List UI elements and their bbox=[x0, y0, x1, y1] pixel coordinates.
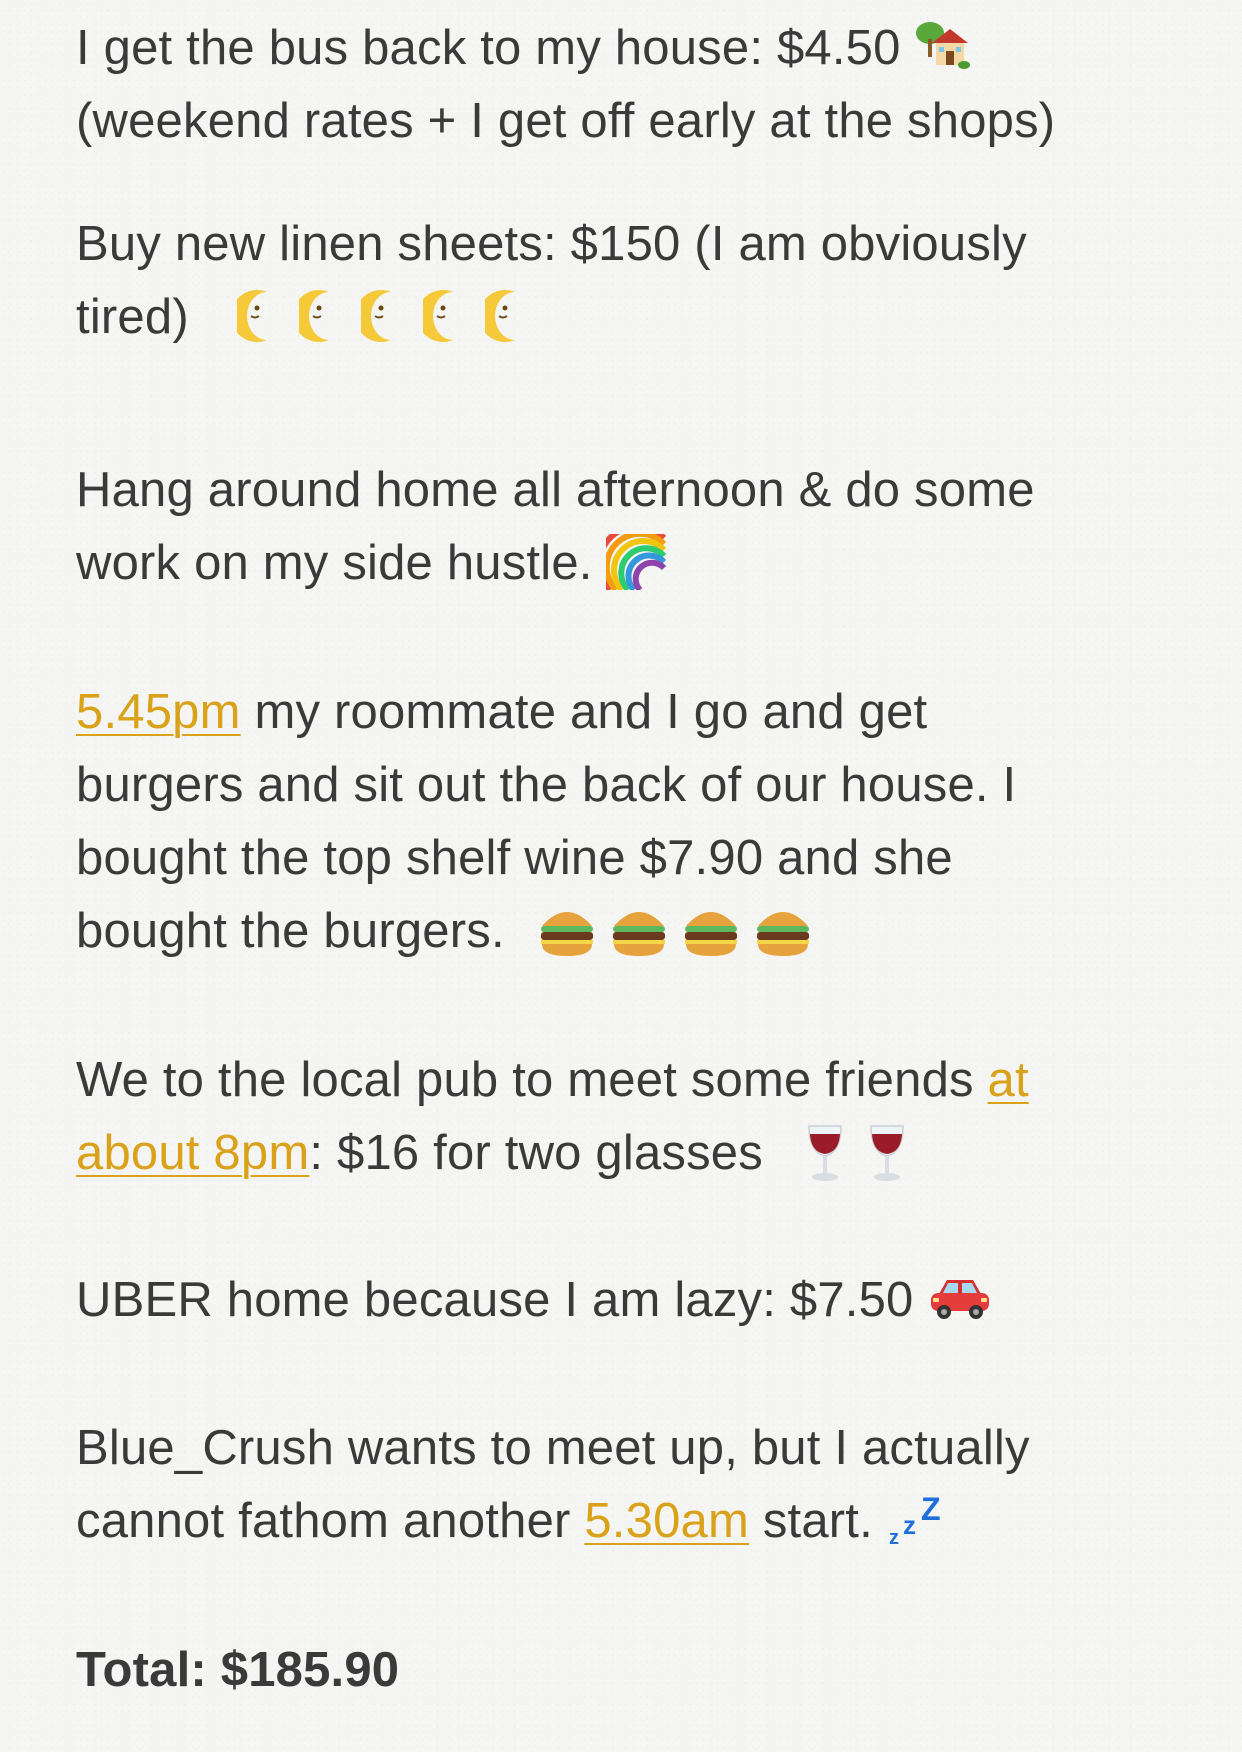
note-line bbox=[76, 12, 1196, 85]
note-text: : $16 for two glasses bbox=[309, 1126, 763, 1180]
note-text: Buy new linen sheets: $150 (I am obviously bbox=[76, 217, 1027, 271]
crescent-moon-face-icon bbox=[299, 288, 347, 344]
time-link-about-8pm[interactable]: about 8pm bbox=[76, 1126, 310, 1180]
note-paragraph-sheets bbox=[76, 208, 1196, 354]
note-line bbox=[76, 895, 1196, 968]
wine-glass-icon bbox=[863, 1122, 911, 1182]
hamburger-icon bbox=[610, 902, 668, 958]
note-line: (weekend rates + I get off early at the shops) bbox=[76, 94, 1056, 148]
note-text: work on my side hustle. bbox=[76, 536, 593, 590]
note-text: Hang around home all afternoon & do some bbox=[76, 463, 1035, 517]
note-paragraph-pub bbox=[76, 1044, 1196, 1190]
house-with-garden-icon bbox=[914, 19, 970, 75]
note-line bbox=[76, 676, 1196, 749]
svg-text:Z: Z bbox=[920, 1492, 941, 1528]
svg-text:z: z bbox=[888, 1527, 899, 1549]
note-text: bought the top shelf wine $7.90 and she bbox=[76, 831, 953, 885]
note-text: cannot fathom another bbox=[76, 1494, 585, 1548]
note-paragraph-blue-crush bbox=[76, 1412, 1196, 1558]
wine-glass-icon bbox=[801, 1122, 849, 1182]
note-text: burgers and sit out the back of our house. I bbox=[76, 758, 1017, 812]
note-line bbox=[76, 1044, 1196, 1117]
note-line bbox=[76, 281, 1196, 354]
note-text: my roommate and I go and get bbox=[240, 685, 928, 739]
rainbow-icon bbox=[606, 534, 668, 590]
note-line bbox=[76, 1117, 1196, 1190]
crescent-moon-face-icon bbox=[485, 288, 533, 344]
crescent-moon-face-icon bbox=[237, 288, 285, 344]
crescent-moon-face-icon bbox=[361, 288, 409, 344]
note-text: tired) bbox=[76, 290, 189, 344]
note-text: We to the local pub to meet some friends bbox=[76, 1053, 988, 1107]
zzz-icon bbox=[887, 1492, 951, 1548]
note-total: Total: $185.90 bbox=[76, 1643, 400, 1697]
time-link-about-8pm[interactable]: at bbox=[987, 1053, 1029, 1107]
crescent-moon-face-icon bbox=[423, 288, 471, 344]
note-paragraph-afternoon bbox=[76, 454, 1196, 600]
hamburger-icon bbox=[682, 902, 740, 958]
note-line bbox=[76, 527, 1196, 600]
hamburger-icon bbox=[754, 902, 812, 958]
note-paragraph-bus bbox=[76, 12, 1196, 158]
time-link-545pm[interactable]: 5.45pm bbox=[76, 685, 241, 739]
svg-text:z: z bbox=[902, 1510, 916, 1541]
note-text: bought the burgers. bbox=[76, 904, 505, 958]
note-text: Blue_Crush wants to meet up, but I actually bbox=[76, 1421, 1030, 1475]
note-line bbox=[76, 1264, 1196, 1337]
note-text: start. bbox=[749, 1494, 873, 1548]
time-link-530am[interactable]: 5.30am bbox=[584, 1494, 749, 1548]
note-text: UBER home because I am lazy: $7.50 bbox=[76, 1273, 914, 1327]
note-text: I get the bus back to my house: $4.50 bbox=[76, 21, 901, 75]
car-icon bbox=[927, 1274, 993, 1324]
note-paragraph-burgers bbox=[76, 676, 1196, 968]
note-line bbox=[76, 1485, 1196, 1558]
note-paragraph-uber bbox=[76, 1264, 1196, 1337]
hamburger-icon bbox=[538, 902, 596, 958]
